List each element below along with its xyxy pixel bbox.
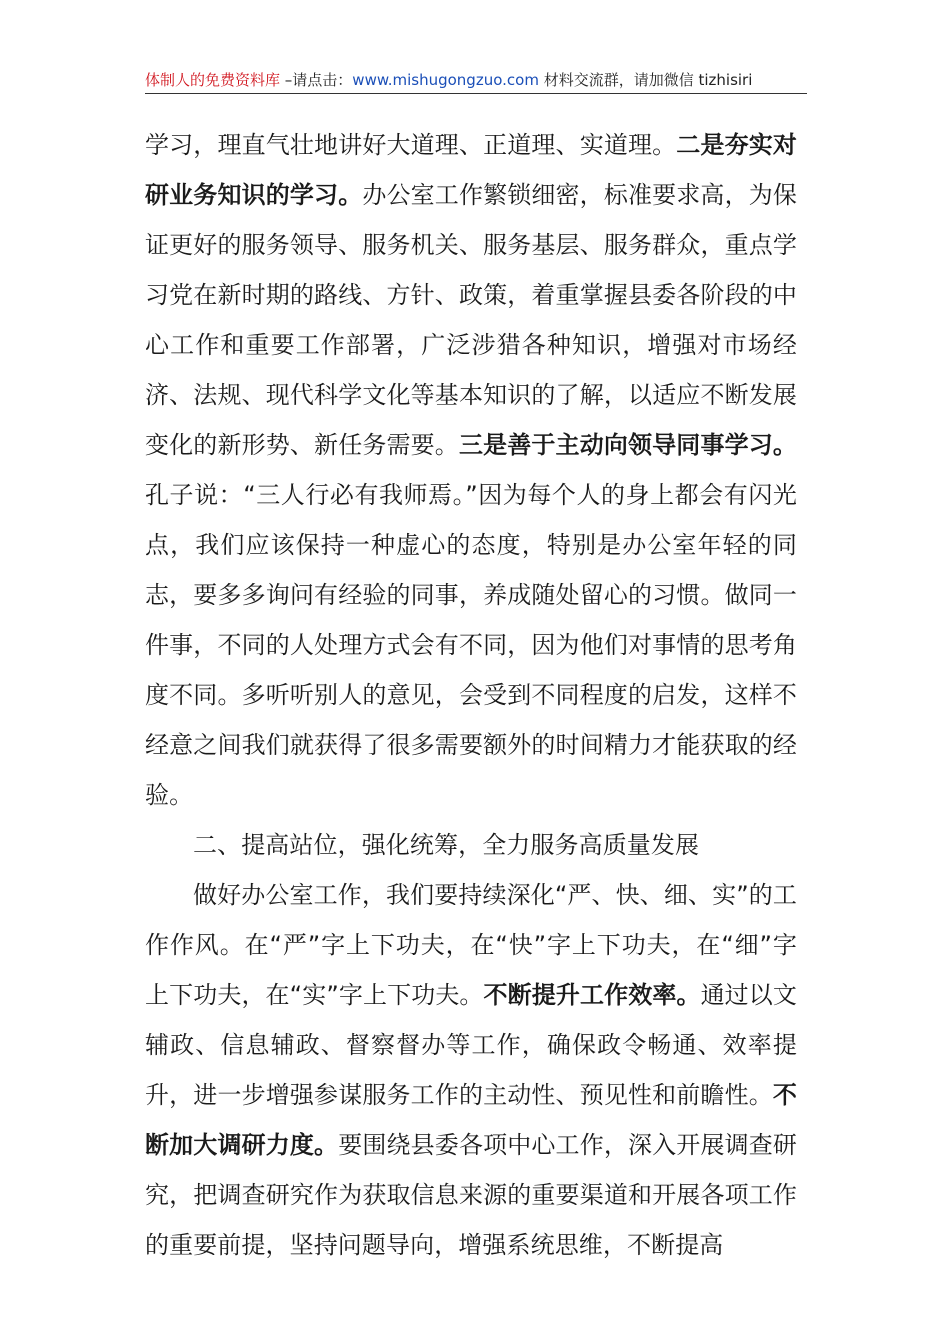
header-contact: 材料交流群，请加微信 tizhisiri xyxy=(538,71,753,89)
document-body xyxy=(145,120,797,1270)
header-url-link[interactable]: www.mishugongzuo.com xyxy=(352,71,539,89)
p1-text-2: 办公室工作繁锁细密，标准要求高，为保证更好的服务领导、服务机关、服务基层、服务群众，重点学习党在新时期的路线、方针、政策，着重掌握县委各阶段的中心工作和重要工作部署，广泛涉猎各种知识，增强对市场经济、法规、现代科学文化等基本知识的了解，以适应不断发展变化的新形势、新任务需要。 xyxy=(145,181,797,459)
paragraph-work-style xyxy=(145,870,797,1270)
p2-text-2: 通过以文辅政、信息辅政、督察督办等工作，确保政令畅通、效率提升，进一步增强参谋服务工作的主动性、预见性和前瞻性。 xyxy=(145,981,797,1109)
p2-text-3: 要围绕县委各项中心工作，深入开展调查研究，把调查研究作为获取信息来源的重要渠道和开展各项工作的重要前提，坚持问题导向，增强系统思维，不断提高 xyxy=(145,1131,797,1259)
p2-text-1: 做好办公室工作，我们要持续深化“严、快、细、实”的工作作风。在“严”字上下功夫，在“快”字上下功夫，在“细”字上下功夫，在“实”字上下功夫。 xyxy=(145,881,797,1009)
p1-text-1: 学习，理直气壮地讲好大道理、正道理、实道理。 xyxy=(145,131,677,159)
paragraph-study xyxy=(145,120,797,820)
p2-bold-2: 不断加大调研力度。 xyxy=(145,1081,797,1159)
p1-bold-2: 三是善于主动向领导同事学习。 xyxy=(458,431,797,459)
p2-bold-1: 不断提升工作效率。 xyxy=(483,981,701,1009)
header-prompt: –请点击： xyxy=(280,71,353,89)
p1-bold-1: 二是夯实对研业务知识的学习。 xyxy=(145,131,797,209)
page-header xyxy=(145,70,807,94)
p1-text-3: 孔子说：“三人行必有我师焉。”因为每个人的身上都会有闪光点，我们应该保持一种虚心的态度，特别是办公室年轻的同志，要多多询问有经验的同事，养成随处留心的习惯。做同一件事，不同的人处理方式会有不同，因为他们对事情的思考角度不同。多听听别人的意见，会受到不同程度的启发，这样不经意之间我们就获得了很多需要额外的时间精力才能获取的经验。 xyxy=(145,481,797,809)
section-heading: 二、提高站位，强化统筹，全力服务高质量发展 xyxy=(193,831,700,859)
header-site-name: 体制人的免费资料库 xyxy=(145,71,281,89)
